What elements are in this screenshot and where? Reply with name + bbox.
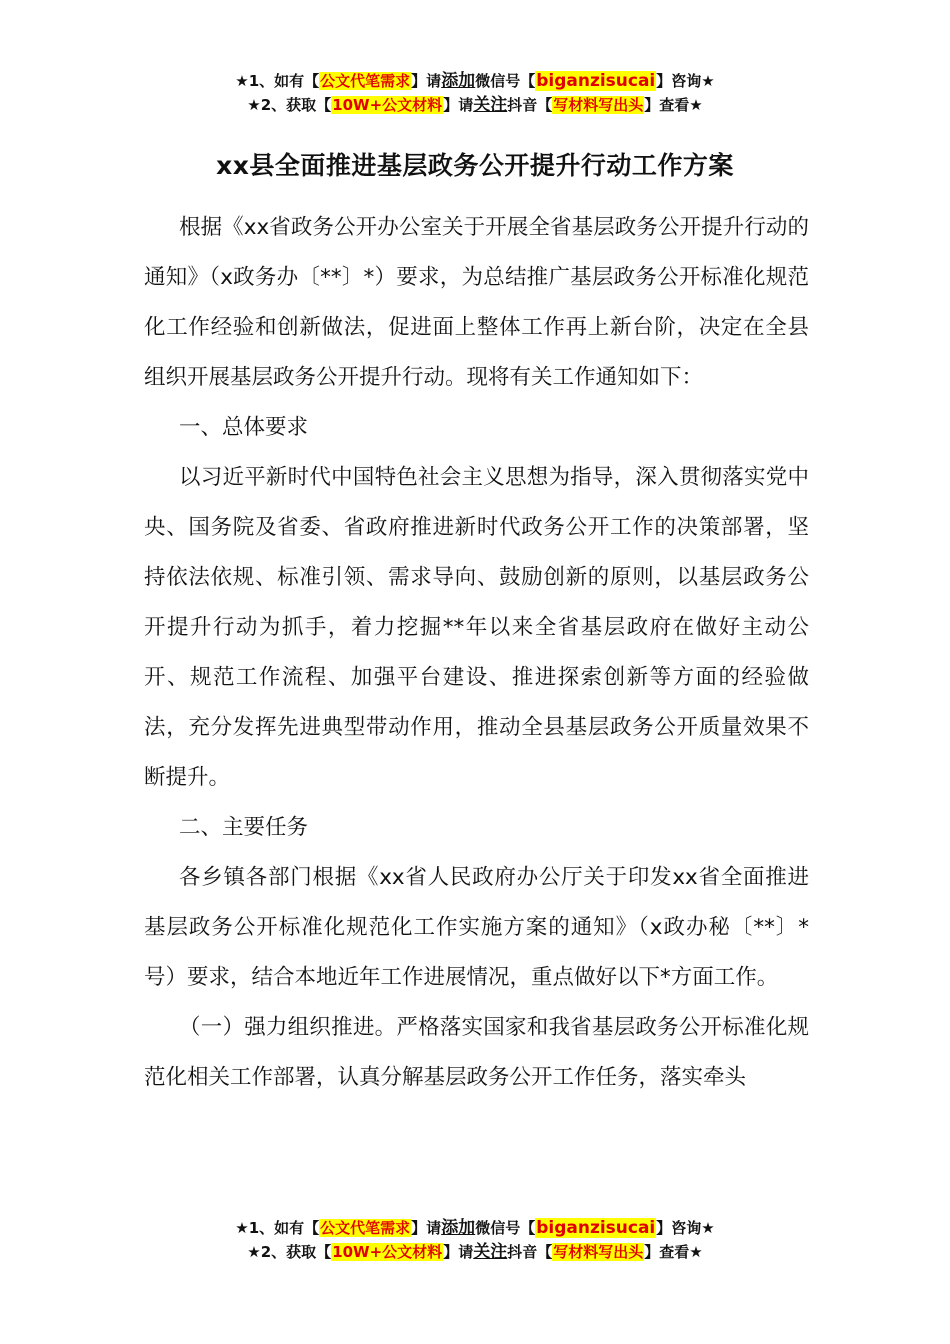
promo-text: 】请 <box>411 72 442 90</box>
paragraph-intro: 根据《xx省政务公开办公室关于开展全省基层政务公开提升行动的通知》（x政务办〔**〕*）要求，为总结推广基层政务公开标准化规范化工作经验和创新做法，促进面上整体工作再上新台阶，决定在全县组织开展基层政务公开提升行动。现将有关工作通知如下： <box>144 215 809 390</box>
promo-line-1 <box>0 69 950 93</box>
promo-text: 】咨询★ <box>656 72 715 90</box>
promo-text: ★1、如有【 <box>235 1219 320 1237</box>
promo-text: 】请 <box>411 1219 442 1237</box>
promo-highlight: 10W+公文材料 <box>332 1243 443 1261</box>
promo-emphasis: 添加 <box>441 1218 476 1238</box>
promo-text: ★1、如有【 <box>235 72 320 90</box>
document-title: xx县全面推进基层政务公开提升行动工作方案 <box>216 151 734 180</box>
paragraph-main-tasks: 各乡镇各部门根据《xx省人民政府办公厅关于印发xx省全面推进基层政务公开标准化规范化工作实施方案的通知》（x政办秘〔**〕*号）要求，结合本地近年工作进展情况，重点做好以下*方面工作。 <box>144 865 809 990</box>
promo-text: 】查看★ <box>644 96 703 114</box>
document-body <box>144 203 809 1103</box>
promo-text: 抖音【 <box>507 96 553 114</box>
promo-wechat-id: biganzisucai <box>536 71 656 91</box>
promo-emphasis: 添加 <box>441 71 476 91</box>
promo-line-2 <box>0 93 950 117</box>
promo-text: 】请 <box>443 96 474 114</box>
promo-emphasis: 关注 <box>473 95 508 115</box>
promo-text: 微信号【 <box>475 72 536 90</box>
promo-text: 】查看★ <box>644 1243 703 1261</box>
footer-promo-banner <box>0 1216 950 1264</box>
promo-line-2 <box>0 1240 950 1264</box>
promo-line-1 <box>0 1216 950 1240</box>
promo-text: 抖音【 <box>507 1243 553 1261</box>
promo-emphasis: 关注 <box>473 1242 508 1262</box>
promo-highlight: 写材料写出头 <box>553 1243 644 1261</box>
promo-text: ★2、获取【 <box>247 96 332 114</box>
header-promo-banner <box>0 69 950 117</box>
promo-text: 】咨询★ <box>656 1219 715 1237</box>
promo-text: ★2、获取【 <box>247 1243 332 1261</box>
paragraph-task-1: （一）强力组织推进。严格落实国家和我省基层政务公开标准化规范化相关工作部署，认真分解基层政务公开工作任务，落实牵头 <box>144 1015 809 1090</box>
promo-text: 微信号【 <box>475 1219 536 1237</box>
paragraph-general-requirements: 以习近平新时代中国特色社会主义思想为指导，深入贯彻落实党中央、国务院及省委、省政府推进新时代政务公开工作的决策部署，坚持依法依规、标准引领、需求导向、鼓励创新的原则，以基层政务公开提升行动为抓手，着力挖掘**年以来全省基层政府在做好主动公开、规范工作流程、加强平台建设、推进探索创新等方面的经验做法，充分发挥先进典型带动作用，推动全县基层政务公开质量效果不断提升。 <box>144 465 809 790</box>
promo-highlight: 公文代笔需求 <box>320 72 411 90</box>
promo-highlight: 公文代笔需求 <box>320 1219 411 1237</box>
section-heading-1: 一、总体要求 <box>179 415 309 440</box>
promo-wechat-id: biganzisucai <box>536 1218 656 1238</box>
promo-highlight: 10W+公文材料 <box>332 96 443 114</box>
section-heading-2: 二、主要任务 <box>179 815 309 840</box>
promo-text: 】请 <box>443 1243 474 1261</box>
promo-highlight: 写材料写出头 <box>553 96 644 114</box>
